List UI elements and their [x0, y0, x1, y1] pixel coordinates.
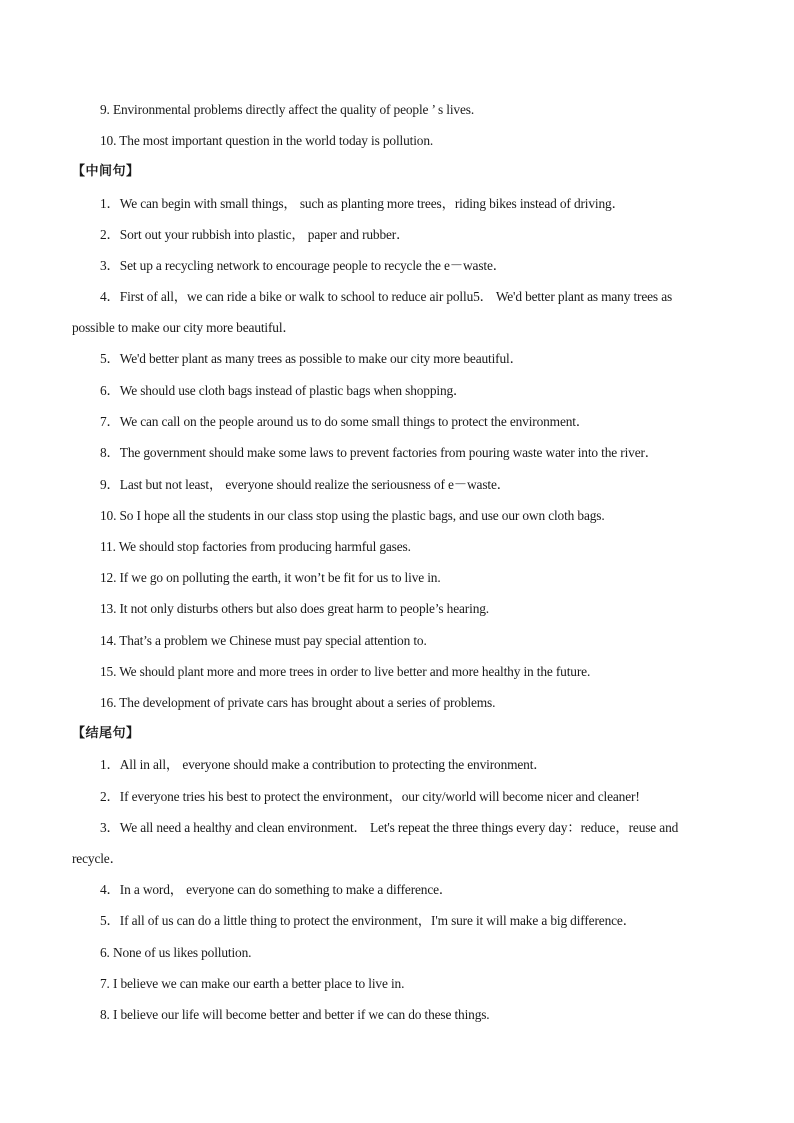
middle-sentence-15: 15. We should plant more and more trees in order to live better and more healthy in the future. [100, 664, 591, 679]
ending-sentence-6: 6. None of us likes pollution. [100, 945, 252, 960]
ending-sentence-8: 8. I believe our life will become better and better if we can do these things. [100, 1007, 490, 1022]
middle-sentence-8: 8．The government should make some laws to prevent factories from pouring waste water into the river． [100, 445, 659, 460]
middle-sentence-14: 14. That’s a problem we Chinese must pay special attention to. [100, 633, 427, 648]
middle-section-heading: 【中间句】 [72, 164, 140, 179]
middle-sentence-13: 13. It not only disturbs others but also does great harm to people’s hearing. [100, 601, 489, 616]
ending-sentence-4: 4．In a word， everyone can do something to make a difference． [100, 882, 453, 897]
ending-section-heading: 【结尾句】 [72, 726, 140, 741]
intro-sentence-10: 10. The most important question in the world today is pollution. [100, 133, 434, 148]
middle-sentence-4-continuation: possible to make our city more beautiful． [72, 320, 296, 335]
middle-sentence-2: 2．Sort out your rubbish into plastic， paper and rubber． [100, 227, 410, 242]
middle-sentence-5: 5．We'd better plant as many trees as possible to make our city more beautiful． [100, 351, 523, 366]
ending-sentence-2: 2．If everyone tries his best to protect the environment，our city/world will become nicer and cleaner! [100, 789, 640, 804]
intro-sentence-9: 9. Environmental problems directly affect the quality of people ’ s lives. [100, 102, 475, 117]
middle-sentence-4: 4．First of all，we can ride a bike or walk to school to reduce air pollu5． We'd better plant as many trees as [100, 289, 673, 304]
middle-sentence-10: 10. So I hope all the students in our class stop using the plastic bags, and use our own cloth bags. [100, 508, 605, 523]
ending-sentence-5: 5．If all of us can do a little thing to protect the environment，I'm sure it will make a big difference． [100, 913, 636, 928]
middle-sentence-16: 16. The development of private cars has brought about a series of problems. [100, 695, 496, 710]
ending-sentence-3-continuation: recycle． [72, 851, 123, 866]
middle-sentence-7: 7．We can call on the people around us to do some small things to protect the environment． [100, 414, 590, 429]
middle-sentence-6: 6．We should use cloth bags instead of plastic bags when shopping． [100, 383, 467, 398]
ending-sentence-1: 1．All in all， everyone should make a contribution to protecting the environment． [100, 757, 547, 772]
middle-sentence-9: 9．Last but not least， everyone should realize the seriousness of e－waste． [100, 477, 510, 492]
middle-sentence-1: 1．We can begin with small things， such as planting more trees，riding bikes instead of driving． [100, 196, 625, 211]
middle-sentence-11: 11. We should stop factories from producing harmful gases. [100, 539, 411, 554]
middle-sentence-12: 12. If we go on polluting the earth, it won’t be fit for us to live in. [100, 570, 441, 585]
ending-sentence-3: 3．We all need a healthy and clean environment． Let's repeat the three things every day：reduce，reuse and [100, 820, 679, 835]
ending-sentence-7: 7. I believe we can make our earth a better place to live in. [100, 976, 405, 991]
middle-sentence-3: 3．Set up a recycling network to encourage people to recycle the e－waste． [100, 258, 507, 273]
